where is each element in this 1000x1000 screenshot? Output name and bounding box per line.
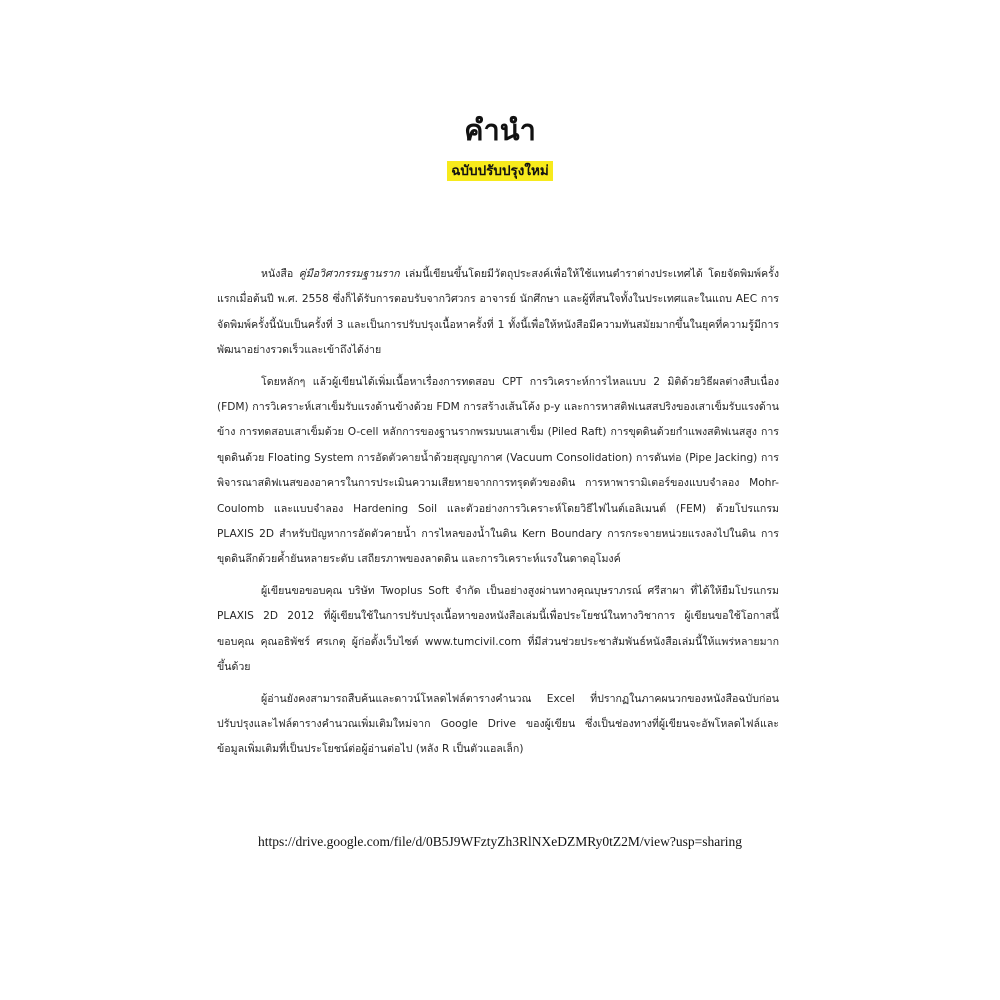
paragraph-intro-text: เล่มนี้เขียนขึ้นโดยมีวัตถุประสงค์เพื่อให้ใช้แทนตำราต่างประเทศได้ โดยจัดพิมพ์ครั้งแรกเมื่อต้นปี พ.ศ. 2558 ซึ่งก็ได้รับการตอบรับจากวิศวกร อาจารย์ นักศึกษา และผู้ที่สนใจทั้งในประเทศและในแถบ AEC การจัดพิมพ์ครั้งนี้นับเป็นครั้งที่ 3 และเป็นการปรับปรุงเนื้อหาครั้งที่ 1 ทั้งนี้เพื่อให้หนังสือมีความทันสมัยมากขึ้นในยุคที่ความรู้มีการพัฒนาอย่างรวดเร็วและเข้าถึงได้ง่าย (217, 268, 779, 357)
paragraph-intro-prefix: หนังสือ (261, 268, 299, 280)
subtitle-container (0, 160, 1000, 181)
paragraph-downloads: ผู้อ่านยังคงสามารถสืบค้นและดาวน์โหลดไฟล์ตารางคำนวณ Excel ที่ปรากฏในภาคผนวกของหนังสือฉบับก่อนปรับปรุงและไฟล์ตารางคำนวณเพิ่มเติมใหม่จาก Google Drive ของผู้เขียน ซึ่งเป็นช่องทางที่ผู้เขียนจะอัพโหลดไฟล์และข้อมูลเพิ่มเติมที่เป็นประโยชน์ต่อผู้อ่านต่อไป (หลัง R เป็นตัวแอลเล็ก) (217, 692, 779, 756)
paragraph-new-content: โดยหลักๆ แล้วผู้เขียนได้เพิ่มเนื้อหาเรื่องการทดสอบ CPT การวิเคราะห์การไหลแบบ 2 มิติด้วยวิธีผลต่างสืบเนื่อง (FDM) การวิเคราะห์เสาเข็มรับแรงด้านข้างด้วย FDM การสร้างเส้นโค้ง p-y และการหาสติฟเนสสปริงของเสาเข็มรับแรงด้านข้าง การทดสอบเสาเข็มด้วย O-cell หลักการของฐานรากพรมบนเสาเข็ม (Piled Raft) การขุดดินด้วยกำแพงสติฟเนสสูง การขุดดินด้วย Floating System การอัดตัวคายน้ำด้วยสุญญากาศ (Vacuum Consolidation) การดันท่อ (Pipe Jacking) การพิจารณาสติฟเนสของอาคารในการประเมินความเสียหายจากการทรุดตัวของดิน การหาพารามิเตอร์ของแบบจำลอง Mohr-Coulomb และแบบจำลอง Hardening Soil และตัวอย่างการวิเคราะห์โดยวิธีไฟไนต์เอลิเมนต์ (FEM) ด้วยโปรแกรม PLAXIS 2D สำหรับปัญหาการอัดตัวคายน้ำ การไหลของน้ำในดิน Kern Boundary การกระจายหน่วยแรงลงไปในดิน การขุดดินลึกด้วยค้ำยันหลายระดับ เสถียรภาพของลาดดิน และการวิเคราะห์แรงในดาดอุโมงค์ (217, 375, 779, 566)
paragraph-acknowledgement: ผู้เขียนขอขอบคุณ บริษัท Twoplus Soft จำกัด เป็นอย่างสูงผ่านทางคุณบุษราภรณ์ ศรีสาผา ที่ได้ให้ยืมโปรแกรม PLAXIS 2D 2012 ที่ผู้เขียนใช้ในการปรับปรุงเนื้อหาของหนังสือเล่มนี้เพื่อประโยชน์ในทางวิชาการ ผู้เขียนขอใช้โอกาสนี้ขอบคุณ คุณอธิพัชร์ ศรเกตุ ผู้ก่อตั้งเว็บไซต์ www.tumcivil.com ที่มีส่วนช่วยประชาสัมพันธ์หนังสือเล่มนี้ให้แพร่หลายมากขึ้นด้วย (217, 584, 779, 674)
paragraph-intro (217, 262, 779, 364)
page-title: คำนำ (464, 113, 536, 147)
edition-highlight-label: ฉบับปรับปรุงใหม่ (447, 161, 553, 181)
book-title: คู่มือวิศวกรรมฐานราก (298, 268, 400, 280)
preface-body (217, 262, 779, 763)
google-drive-link[interactable]: https://drive.google.com/file/d/0B5J9WFztyZh3RlNXeDZMRy0tZ2M/view?usp=sharing (257, 834, 743, 849)
